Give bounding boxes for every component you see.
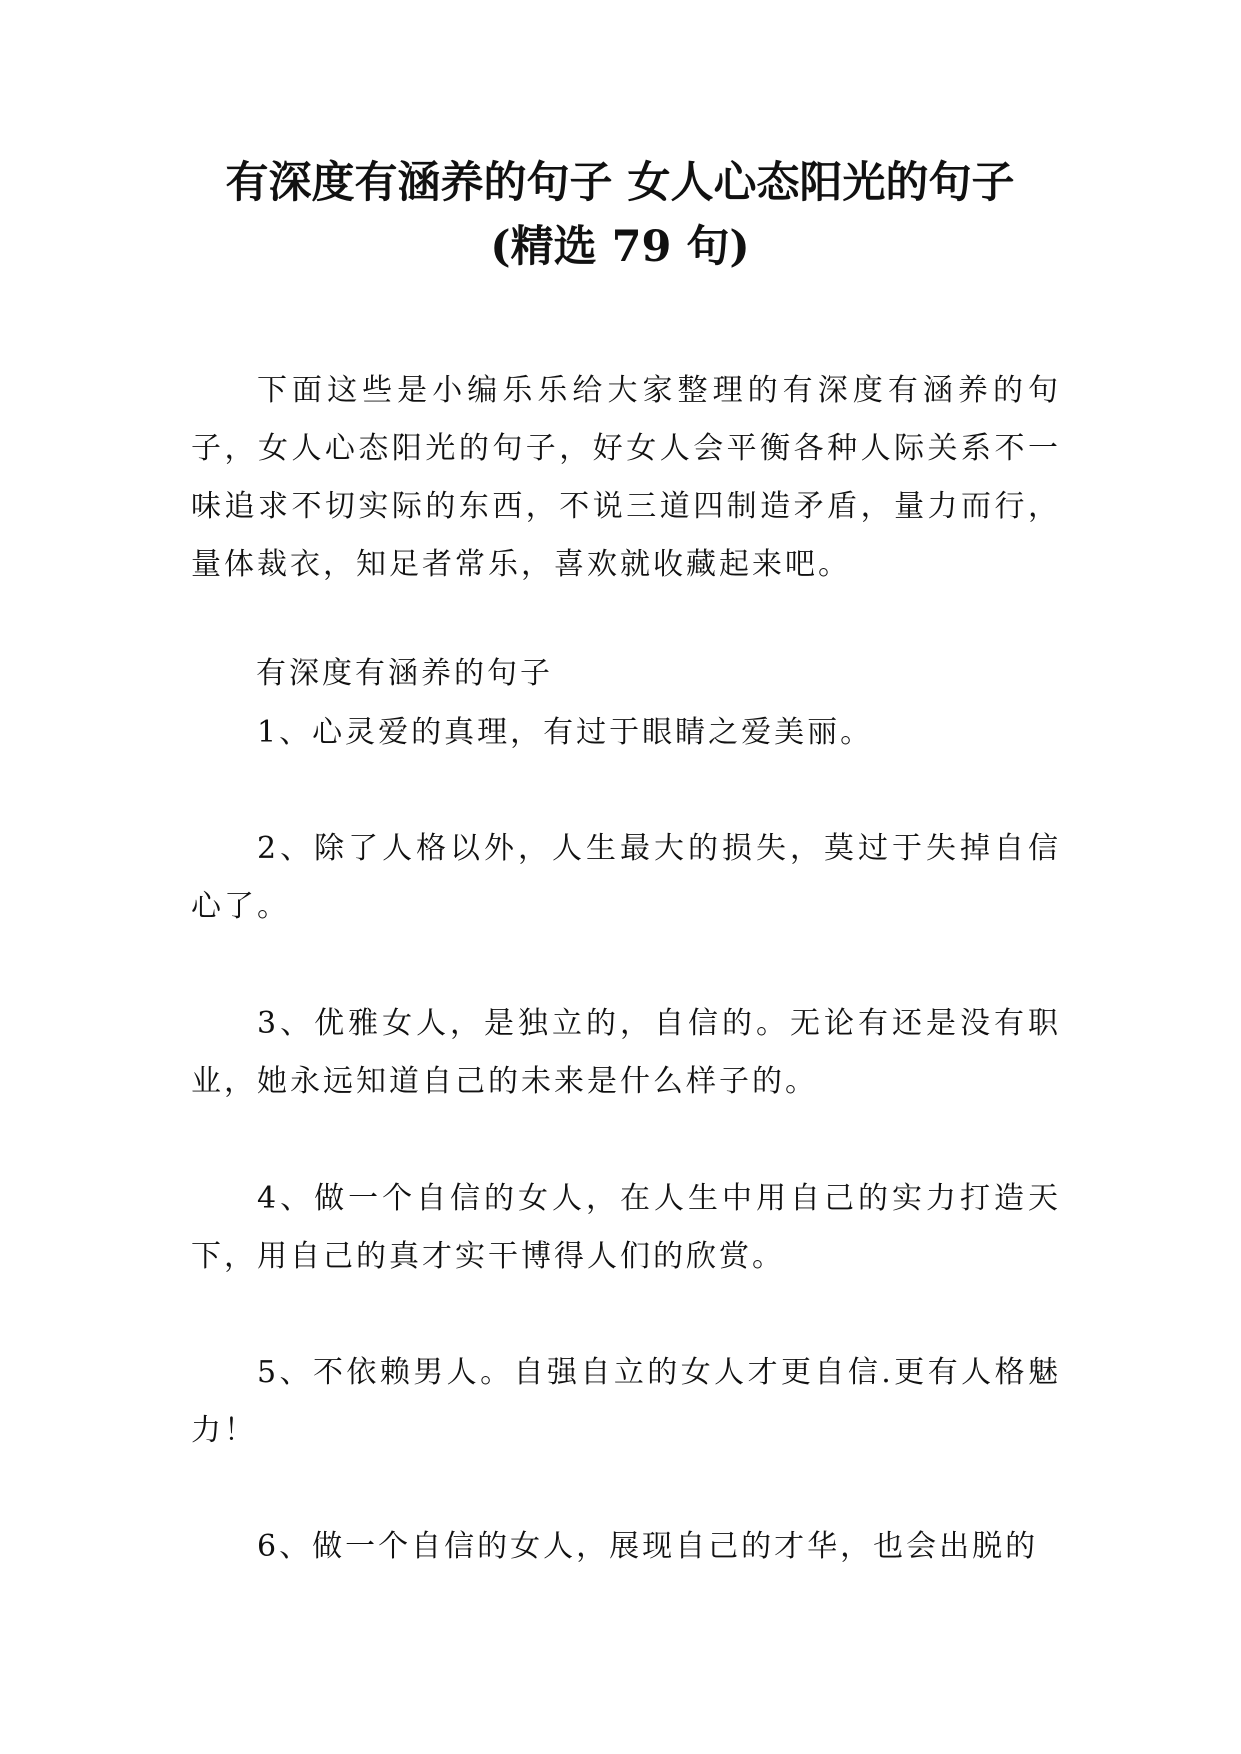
- quote-item-4: 4、做一个自信的女人，在人生中用自己的实力打造天下，用自己的真才实干博得人们的欣赏。: [191, 1181, 1061, 1274]
- section-heading: 有深度有涵养的句子: [256, 656, 553, 691]
- quote-item-1: 1、心灵爱的真理，有过于眼睛之爱美丽。: [257, 715, 874, 750]
- quote-item-3: 3、优雅女人，是独立的，自信的。无论有还是没有职业，她永远知道自己的未来是什么样子的。: [191, 1006, 1061, 1099]
- quote-item-6: 6、做一个自信的女人，展现自己的才华，也会出脱的: [257, 1529, 1039, 1564]
- document-title-line-1: 有深度有涵养的句子 女人心态阳光的句子: [225, 158, 1015, 208]
- document-title-line-2: (精选 79 句): [490, 222, 750, 272]
- quote-item-5: 5、不依赖男人。自强自立的女人才更自信.更有人格魅力！: [191, 1355, 1061, 1448]
- intro-paragraph: 下面这些是小编乐乐给大家整理的有深度有涵养的句子，女人心态阳光的句子，好女人会平衡各种人际关系不一味追求不切实际的东西，不说三道四制造矛盾，量力而行，量体裁衣，知足者常乐，喜欢就收藏起来吧。: [191, 373, 1061, 582]
- quote-item-2: 2、除了人格以外，人生最大的损失，莫过于失掉自信心了。: [191, 831, 1061, 924]
